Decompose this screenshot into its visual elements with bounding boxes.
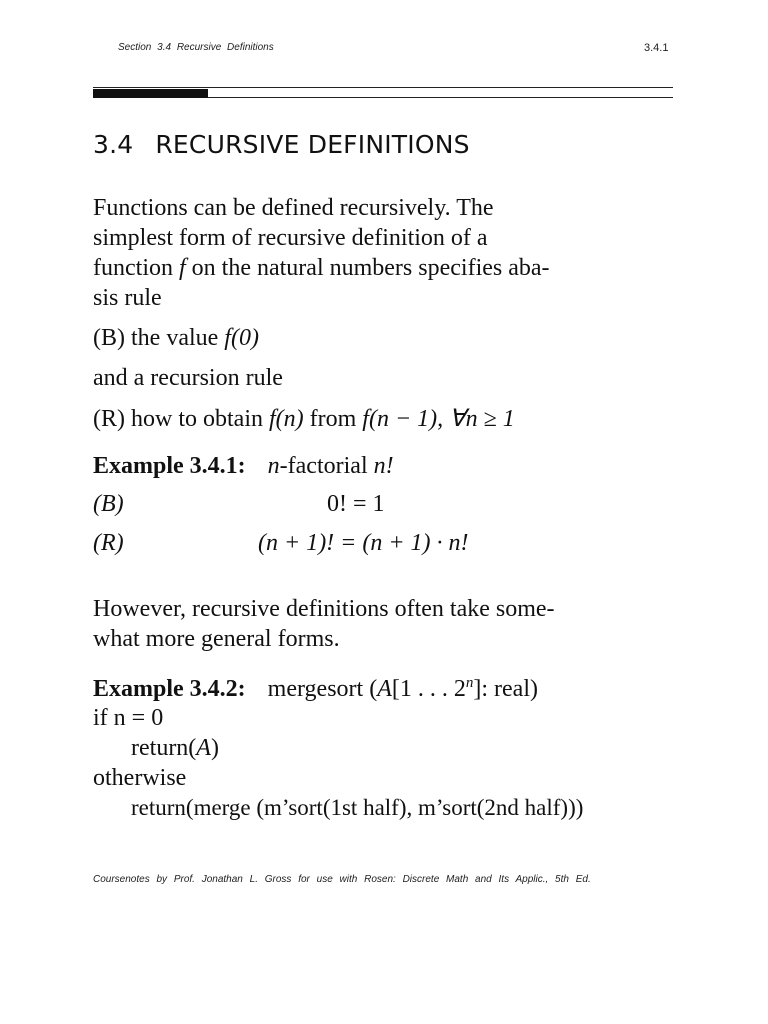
example-2-desc-b: [1 . . . 2 — [391, 676, 466, 702]
example-2-exponent: n — [465, 675, 474, 691]
section-title — [93, 130, 470, 159]
example-2-return-2: return(merge (m’sort(1st half), m’sort(2nd half))) — [131, 795, 584, 820]
example-2-heading — [93, 676, 538, 701]
recursion-rule — [93, 407, 515, 431]
intro-line-3-a: function — [93, 255, 179, 281]
example-2-desc-c: ]: real) — [473, 676, 538, 702]
recursion-mid: from — [303, 406, 363, 432]
example-2-label: Example 3.4.2: — [93, 676, 246, 702]
function-f: f — [178, 255, 186, 281]
example-1-rec-expr: (n + 1)! = (n + 1) · n! — [258, 530, 469, 556]
footer-credit: Coursenotes by Prof. Jonathan L. Gross for use with Rosen: Discrete Math and Its Applic., 5th Ed. — [93, 874, 591, 885]
intro-line-1: Functions can be defined recursively. The — [93, 195, 494, 221]
return-1-array: A — [196, 735, 211, 761]
basis-rule — [93, 326, 259, 350]
example-2-desc-a: mergesort ( — [267, 676, 378, 702]
intro-line-3 — [93, 256, 550, 280]
return-1-a: return( — [131, 735, 197, 761]
example-1-heading — [93, 454, 394, 478]
recursion-intro: and a recursion rule — [93, 365, 283, 391]
section-title-text: RECURSIVE DEFINITIONS — [155, 130, 470, 159]
example-1-nfact: n! — [373, 453, 394, 479]
example-2-array: A — [377, 676, 392, 702]
example-1-basis-tag: (B) — [93, 491, 124, 517]
section-number: 3.4 — [93, 130, 134, 159]
intro-line-3-b: on the natural numbers specifies aba- — [185, 255, 550, 281]
example-2-if: if n = 0 — [93, 705, 164, 731]
intro-line-2: simplest form of recursive definition of a — [93, 225, 488, 251]
header-rule-thick — [93, 89, 208, 98]
recursion-label: (R) how to obtain — [93, 406, 269, 432]
example-1-label: Example 3.4.1: — [93, 453, 246, 479]
header-rule-thin — [93, 87, 673, 88]
running-title: Section 3.4 Recursive Definitions — [118, 42, 274, 53]
example-2-return-1 — [131, 736, 219, 760]
example-1-desc: -factorial — [279, 453, 374, 479]
recursion-expr-2: f(n − 1), ∀n ≥ 1 — [362, 406, 515, 432]
return-1-b: ) — [210, 735, 219, 761]
example-1-rec-tag: (R) — [93, 530, 124, 556]
general-line-1: However, recursive definitions often take some- — [93, 596, 555, 622]
example-2-otherwise: otherwise — [93, 765, 187, 791]
basis-expr: f(0) — [224, 325, 259, 351]
example-1-n: n — [267, 453, 280, 479]
recursion-expr-1: f(n) — [268, 406, 304, 432]
general-line-2: what more general forms. — [93, 626, 340, 652]
header-rule-lower — [208, 97, 673, 98]
page-number: 3.4.1 — [644, 42, 669, 54]
example-1-basis-expr: 0! = 1 — [327, 491, 385, 517]
intro-line-4: sis rule — [93, 285, 162, 311]
basis-label: (B) the value — [93, 325, 225, 351]
